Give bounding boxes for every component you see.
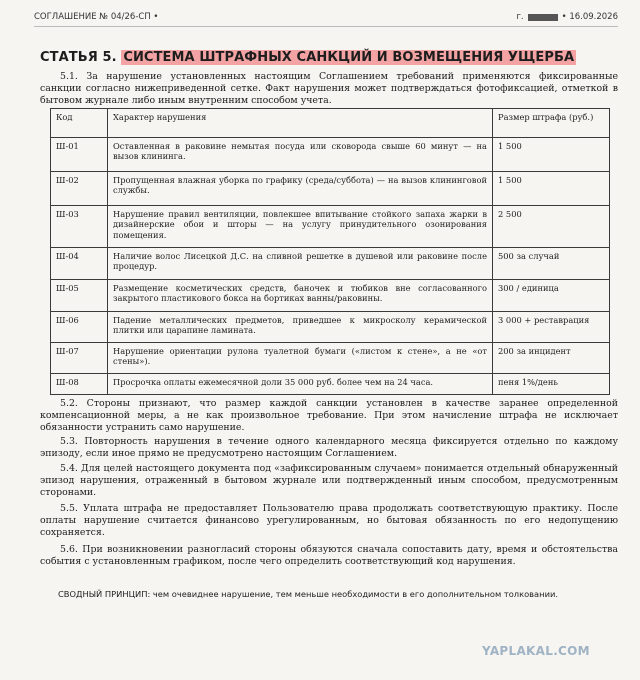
table-row xyxy=(51,312,610,343)
table-row xyxy=(51,374,610,395)
row-fine: 3 000 + реставрация xyxy=(493,312,610,343)
summary-principle: СВОДНЫЙ ПРИНЦИП: чем очевиднее нарушение, тем меньше необходимости в его дополнительном толковании. xyxy=(58,589,558,599)
row-fine: 1 500 xyxy=(493,172,610,206)
table-row xyxy=(51,138,610,172)
row-description: Размещение косметических средств, баночек и тюбиков вне согласованного закрытого пластикового бокса на бортиках ванны/раковины. xyxy=(108,280,493,312)
row-fine: 300 / единица xyxy=(493,280,610,312)
paragraph-5-6: 5.6. При возникновении разногласий стороны обязуются сначала сопоставить дату, время и обстоятельства события с установленным графиком, после чего определить соответствующий код нарушения. xyxy=(40,544,618,567)
city-label: г. xyxy=(516,12,524,22)
row-fine: 200 за инцидент xyxy=(493,343,610,374)
table-row xyxy=(51,206,610,248)
row-code: Ш-07 xyxy=(51,343,108,374)
row-code: Ш-08 xyxy=(51,374,108,395)
article-title-highlight: СИСТЕМА ШТРАФНЫХ САНКЦИЙ И ВОЗМЕЩЕНИЯ УЩЕРБА xyxy=(123,50,575,65)
agreement-date: • 16.09.2026 xyxy=(561,12,618,22)
row-code: Ш-04 xyxy=(51,248,108,280)
header-right xyxy=(516,12,618,22)
table-row xyxy=(51,280,610,312)
table-row xyxy=(51,343,610,374)
row-code: Ш-05 xyxy=(51,280,108,312)
row-code: Ш-01 xyxy=(51,138,108,172)
row-fine: 500 за случай xyxy=(493,248,610,280)
column-header-code: Код xyxy=(51,109,108,138)
redacted-city-block xyxy=(528,14,558,21)
paragraph-5-3: 5.3. Повторность нарушения в течение одного календарного месяца фиксируется отдельно по каждому эпизоду, если иное прямо не предусмотрено настоящим Соглашением. xyxy=(40,436,618,459)
row-description: Пропущенная влажная уборка по графику (среда/суббота) — на вызов клининговой службы. xyxy=(108,172,493,206)
row-description: Нарушение ориентации рулона туалетной бумаги («листом к стене», а не «от стены»). xyxy=(108,343,493,374)
paragraph-5-5: 5.5. Уплата штрафа не предоставляет Пользователю права продолжать соответствующую практику. После оплаты нарушение считается финансово урегулированным, но бытовая обязанность по его недопущению сохраняется. xyxy=(40,503,618,538)
row-fine: 1 500 xyxy=(493,138,610,172)
table-header-row xyxy=(51,109,610,138)
article-label: СТАТЬЯ 5. xyxy=(40,50,117,65)
paragraph-5-4: 5.4. Для целей настоящего документа под «зафиксированным случаем» понимается отдельный обнаруженный эпизод нарушения, отраженный в бытовом журнале или подтвержденный иным способом, предусмотренным сторонами. xyxy=(40,463,618,498)
article-title xyxy=(40,50,576,65)
document-header xyxy=(34,10,618,24)
column-header-fine: Размер штрафа (руб.) xyxy=(493,109,610,138)
site-watermark: YAPLAKAL.COM xyxy=(482,644,590,658)
paragraph-5-1: 5.1. За нарушение установленных настоящим Соглашением требований применяются фиксированные санкции согласно нижеприведенной сетке. Факт нарушения может подтверждаться фотофиксацией, отметкой в бытовом журнале либо иным внутренним способом учета. xyxy=(40,71,618,106)
row-fine: 2 500 xyxy=(493,206,610,248)
row-code: Ш-06 xyxy=(51,312,108,343)
header-divider xyxy=(34,26,618,27)
table-row xyxy=(51,172,610,206)
row-fine: пеня 1%/день xyxy=(493,374,610,395)
penalty-table xyxy=(50,108,610,395)
row-description: Падение металлических предметов, приведшее к микросколу керамической плитки или царапине ламината. xyxy=(108,312,493,343)
row-description: Просрочка оплаты ежемесячной доли 35 000 руб. более чем на 24 часа. xyxy=(108,374,493,395)
row-description: Оставленная в раковине немытая посуда или сковорода свыше 60 минут — на вызов клининга. xyxy=(108,138,493,172)
row-code: Ш-03 xyxy=(51,206,108,248)
agreement-number: СОГЛАШЕНИЕ № 04/26-СП • xyxy=(34,12,159,22)
paragraph-5-2: 5.2. Стороны признают, что размер каждой санкции установлен в качестве заранее определенной компенсационной меры, а не как произвольное требование. При этом начисление штрафа не исключает обязанности устранить само нарушение. xyxy=(40,398,618,433)
row-description: Нарушение правил вентиляции, повлекшее впитывание стойкого запаха жарки в дизайнерские обои и шторы — на услугу принудительного озонирования помещения. xyxy=(108,206,493,248)
column-header-description: Характер нарушения xyxy=(108,109,493,138)
table-row xyxy=(51,248,610,280)
row-code: Ш-02 xyxy=(51,172,108,206)
row-description: Наличие волос Лисецкой Д.С. на сливной решетке в душевой или раковине после процедур. xyxy=(108,248,493,280)
